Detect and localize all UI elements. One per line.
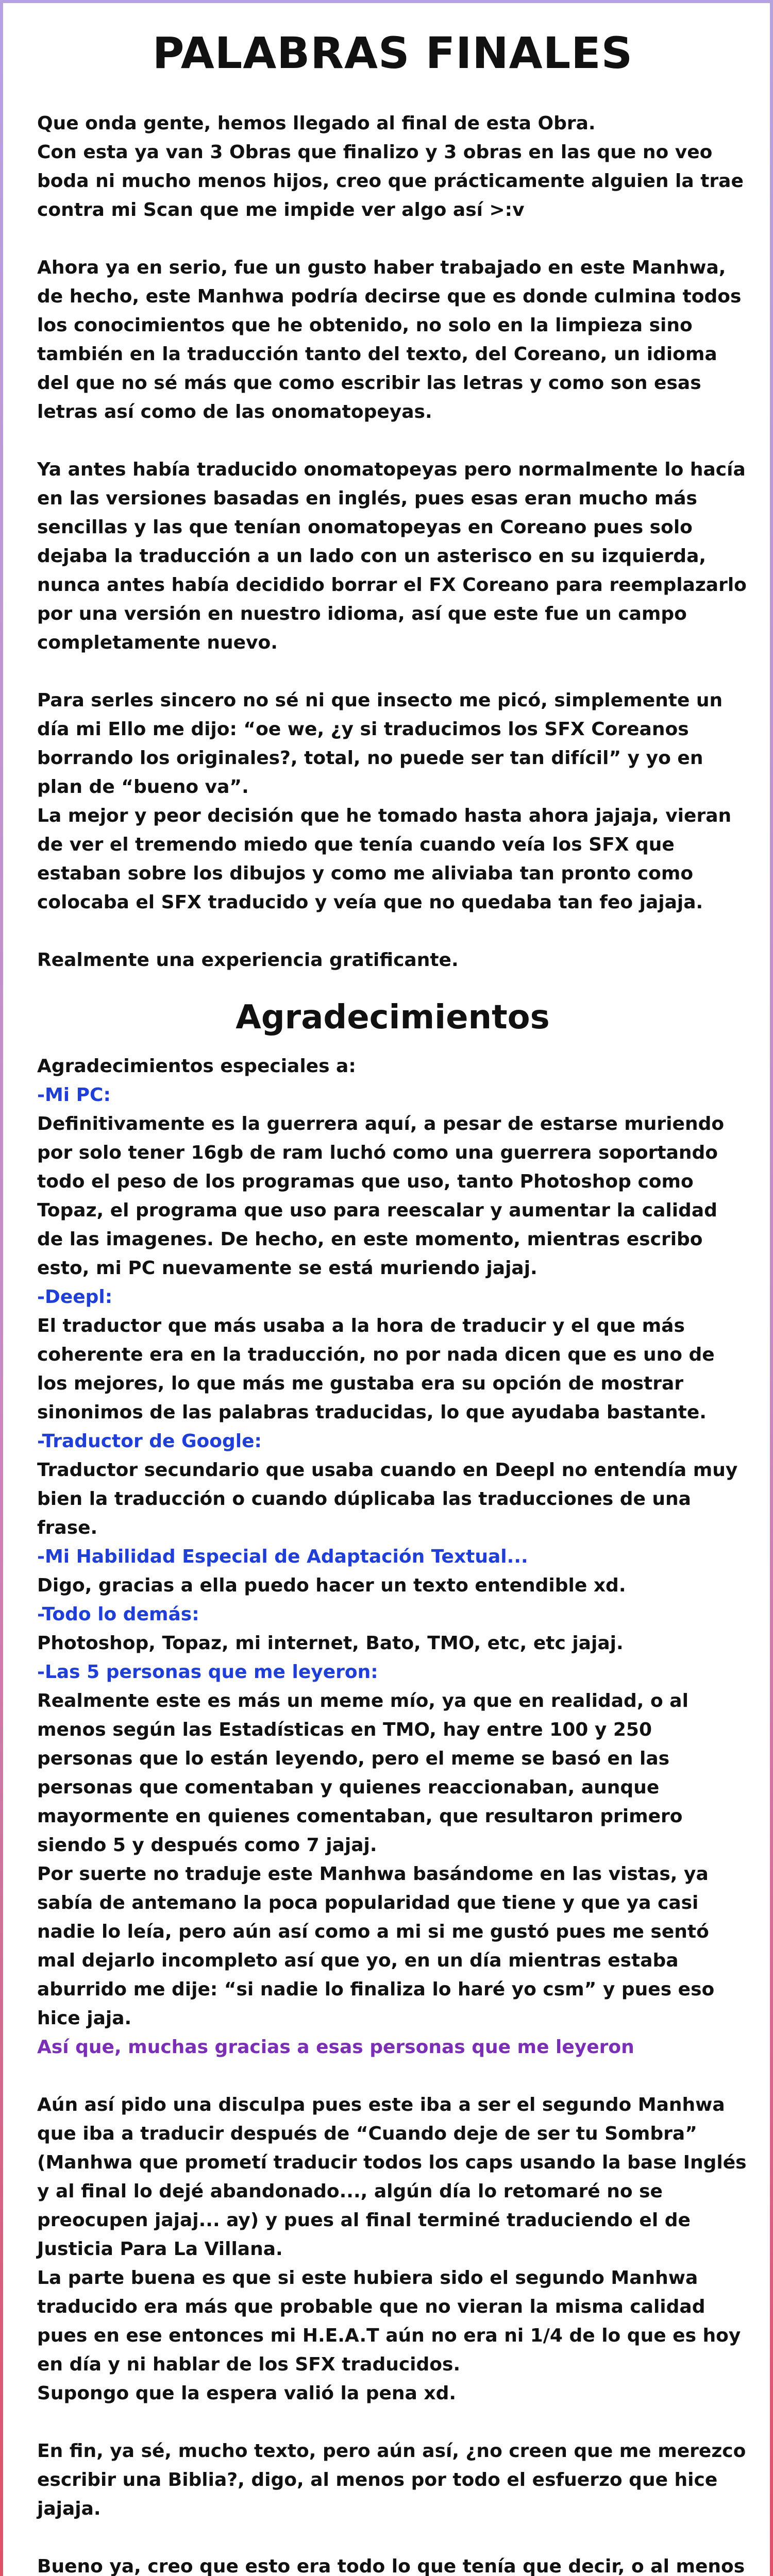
thanks-readers-text: Realmente este es más un meme mío, ya que en realidad, o al menos según las Estadísticas en TMO, hay entre 100 y 250 personas que lo están leyendo, pero el meme se basó en las personas que comentaban y quienes reaccionaban, aunque mayormente en quienes comentaban, que resultaron primero siendo 5 y después como 7 jajaj. Por suerte no traduje este Manhwa basándome en las vistas, ya sabía de antemano la poca popularidad que tiene y que ya casi nadie lo leía, pero aún así como a mi si me gustó pues me sentó mal dejarlo incompleto así que yo, en un día mientras estaba aburrido me dije: “si nadie lo finaliza lo haré yo csm” y pues eso hice jaja. [37, 1690, 715, 2029]
page-title: PALABRAS FINALES [152, 28, 633, 78]
thanks-deepl-heading: -Deepl: [37, 1286, 113, 1308]
paragraph-intro-3: Ya antes había traducido onomatopeyas pero normalmente lo hacía en las versiones basadas en inglés, pues esas eran mucho más sencillas y las que tenían onomatopeyas en Coreano pues solo dejaba la traducción a un lado con un asterisco en su izquierda, nunca antes había decidido borrar el FX Coreano para reemplazarlo por una versión en nuestro idioma, así que este fue un campo completamente nuevo. [37, 459, 747, 653]
thanks-pc-heading: -Mi PC: [37, 1084, 111, 1106]
document-body [37, 21, 748, 2576]
thanks-skill-text: Digo, gracias a ella puedo hacer un texto entendible xd. [37, 1575, 626, 1596]
thanks-pc-text: Definitivamente es la guerrera aquí, a pesar de estarse muriendo por solo tener 16gb de ram luchó como una guerrera soportando todo el peso de los programas que uso, tanto Photoshop como Topaz, el programa que uso para reescalar y aumentar la calidad de las imagenes. De hecho, en este momento, mientras escribo esto, mi PC nuevamente se está muriendo jajaj. [37, 1113, 725, 1279]
paragraph-outro-1: Aún así pido una disculpa pues este iba a ser el segundo Manhwa que iba a traducir después de “Cuando deje de ser tu Sombra” (Manhwa que prometí traducir todos los caps usando la base Inglés y al final lo dejé abandonado..., algún día lo retomaré no se preocupen jajaj... ay) y pues al final terminé traduciendo el de Justicia Para La Villana. La parte buena es que si este hubiera sido el segundo Manhwa traducido era más que probable que no vieran la misma calidad pues en ese entonces mi H.E.A.T aún no era ni 1/4 de lo que es hoy en día y ni hablar de los SFX traducidos. Supongo que la espera valió la pena xd. [37, 2094, 747, 2404]
thanks-rest-heading: -Todo lo demás: [37, 1604, 199, 1625]
paragraph-outro-3: Bueno ya, creo que esto era todo lo que tenía que decir, o al menos [37, 2556, 745, 2576]
thanks-rest-text: Photoshop, Topaz, mi internet, Bato, TMO, etc, etc jajaj. [37, 1633, 624, 1654]
paragraph-outro-2: En fin, ya sé, mucho texto, pero aún así, ¿no creen que me merezco escribir una Biblia?, digo, al menos por todo el esfuerzo que hice jajaja. [37, 2441, 746, 2519]
thanks-google-text: Traductor secundario que usaba cuando en Deepl no entendía muy bien la traducción o cuando dúplicaba las traducciones de una frase. [37, 1460, 738, 1538]
paragraph-intro-5: Realmente una experiencia gratificante. [37, 950, 459, 971]
thanks-list [37, 1052, 748, 2062]
thanks-heading: Agradecimientos [236, 998, 550, 1037]
border-top [0, 0, 773, 3]
border-right [770, 0, 773, 2576]
thanks-readers-closing: Así que, muchas gracias a esas personas que me leyeron [37, 2037, 634, 2058]
thanks-google-heading: -Traductor de Google: [37, 1431, 262, 1452]
thanks-skill-heading: -Mi Habilidad Especial de Adaptación Textual... [37, 1546, 528, 1567]
paragraph-intro-2: Ahora ya en serio, fue un gusto haber trabajado en este Manhwa, de hecho, este Manhwa podría decirse que es donde culmina todos los conocimientos que he obtenido, no solo en la limpieza sino también en la traducción tanto del texto, del Coreano, un idioma del que no sé más que como escribir las letras y como son esas letras así como de las onomatopeyas. [37, 257, 742, 422]
thanks-intro: Agradecimientos especiales a: [37, 1056, 356, 1077]
border-left [0, 0, 3, 2576]
paragraph-intro-4: Para serles sincero no sé ni que insecto me picó, simplemente un día mi Ello me dijo: “oe we, ¿y si traducimos los SFX Coreanos borrando los originales?, total, no puede ser tan difícil” y yo en plan de “bueno va”. La mejor y peor decisión que he tomado hasta ahora jajaja, vieran de ver el tremendo miedo que tenía cuando veía los SFX que estaban sobre los dibujos y como me aliviaba tan pronto como colocaba el SFX traducido y veía que no quedaba tan feo jajaja. [37, 690, 732, 913]
thanks-readers-heading: -Las 5 personas que me leyeron: [37, 1662, 378, 1683]
paragraph-intro-1: Que onda gente, hemos llegado al final de esta Obra. Con esta ya van 3 Obras que finalizo y 3 obras en las que no veo boda ni mucho menos hijos, creo que prácticamente alguien la trae contra mi Scan que me impide ver algo así >:v [37, 113, 744, 221]
thanks-deepl-text: El traductor que más usaba a la hora de traducir y el que más coherente era en la traducción, no por nada dicen que es uno de los mejores, lo que más me gustaba era su opción de mostrar sinonimos de las palabras traducidas, lo que ayudaba bastante. [37, 1315, 715, 1423]
